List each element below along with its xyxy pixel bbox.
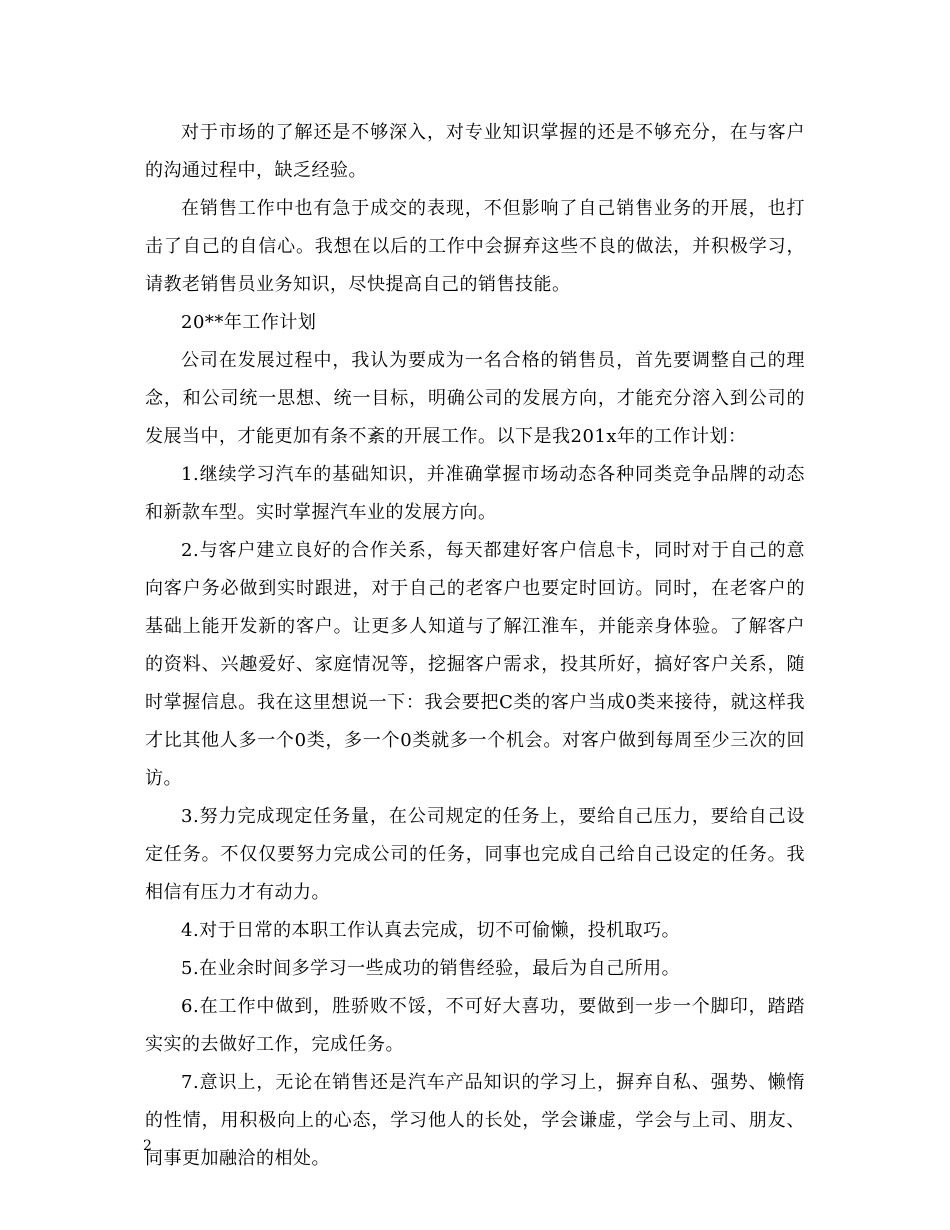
document-body xyxy=(145,114,805,1178)
plan-item-5: 5.在业余时间多学习一些成功的销售经验，最后为自己所用。 xyxy=(181,958,681,979)
plan-item-4: 4.对于日常的本职工作认真去完成，切不可偷懒，投机取巧。 xyxy=(181,920,681,941)
section-heading: 20**年工作计划 xyxy=(181,312,317,333)
plan-item-1: 1.继续学习汽车的基础知识，并准确掌握市场动态各种同类竞争品牌的动态和新款车型。实时掌握汽车业的发展方向。 xyxy=(145,464,805,523)
plan-item-6: 6.在工作中做到，胜骄败不馁，不可好大喜功，要做到一步一个脚印，踏踏实实的去做好工作，完成任务。 xyxy=(145,996,805,1055)
paragraph: 对于市场的了解还是不够深入，对专业知识掌握的还是不够充分，在与客户的沟通过程中，缺乏经验。 xyxy=(145,122,805,181)
plan-item-7: 7.意识上，无论在销售还是汽车产品知识的学习上，摒弃自私、强势、懒惰的性情，用积极向上的心态，学习他人的长处，学会谦虚，学会与上司、朋友、同事更加融洽的相处。 xyxy=(145,1072,805,1169)
paragraph: 公司在发展过程中，我认为要成为一名合格的销售员，首先要调整自己的理念，和公司统一思想、统一目标，明确公司的发展方向，才能充分溶入到公司的发展当中，才能更加有条不紊的开展工作。以下是我201x年的工作计划： xyxy=(145,350,805,447)
plan-item-3: 3.努力完成现定任务量，在公司规定的任务上，要给自己压力，要给自己设定任务。不仅仅要努力完成公司的任务，同事也完成自己给自己设定的任务。我相信有压力才有动力。 xyxy=(145,806,805,903)
paragraph: 在销售工作中也有急于成交的表现，不但影响了自己销售业务的开展，也打击了自己的自信心。我想在以后的工作中会摒弃这些不良的做法，并积极学习，请教老销售员业务知识，尽快提高自己的销售技能。 xyxy=(145,198,805,295)
page-number: 2 xyxy=(143,1138,152,1154)
plan-item-2: 2.与客户建立良好的合作关系，每天都建好客户信息卡，同时对于自己的意向客户务必做到实时跟进，对于自己的老客户也要定时回访。同时，在老客户的基础上能开发新的客户。让更多人知道与了解江淮车，并能亲身体验。了解客户的资料、兴趣爱好、家庭情况等，挖掘客户需求，投其所好，搞好客户关系，随时掌握信息。我在这里想说一下：我会要把C类的客户当成0类来接待，就这样我才比其他人多一个0类，多一个0类就多一个机会。对客户做到每周至少三次的回访。 xyxy=(145,540,805,789)
